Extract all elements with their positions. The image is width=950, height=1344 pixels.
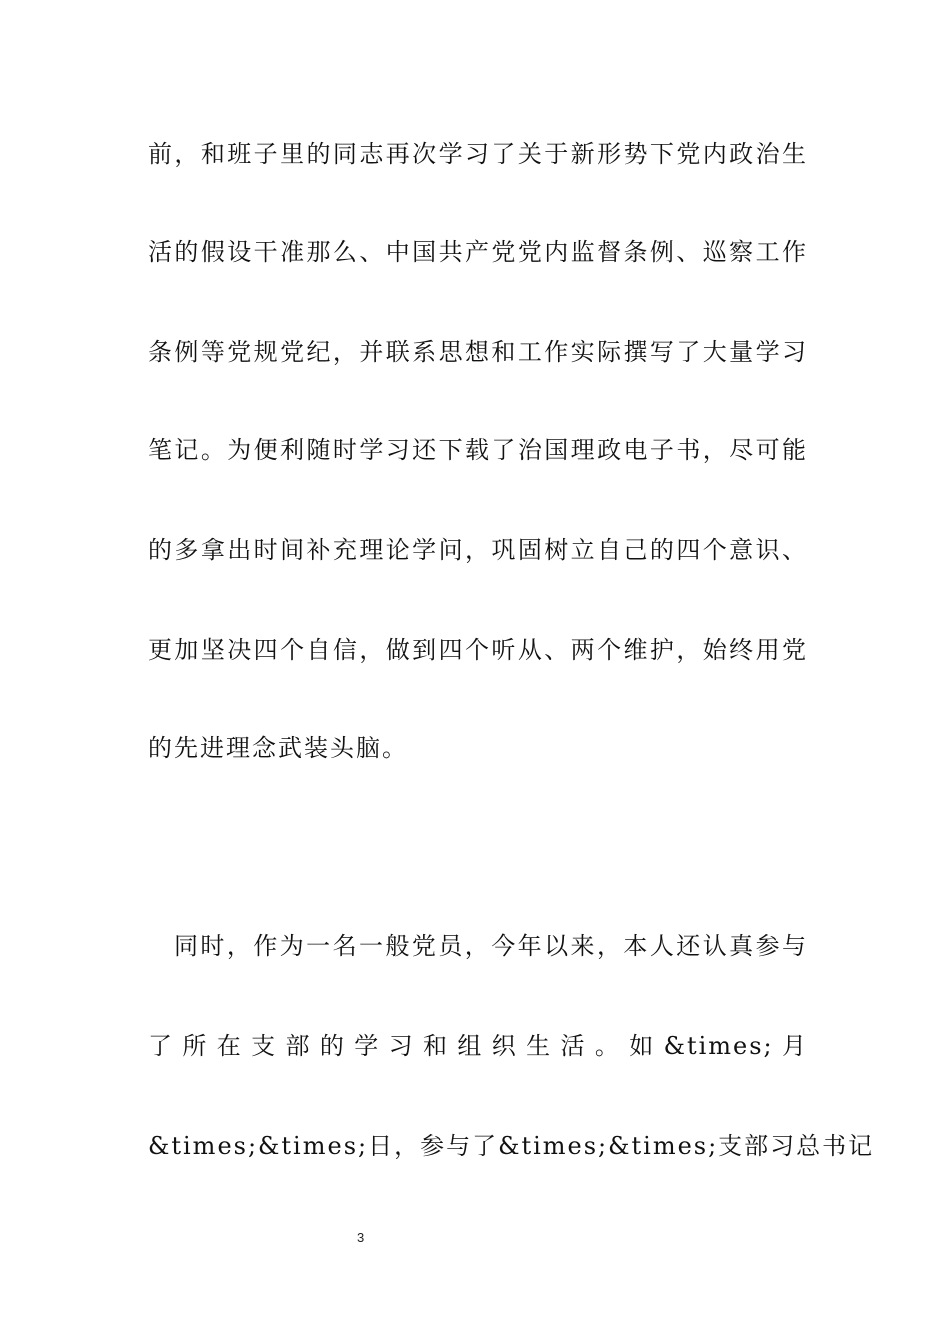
page-number: 3: [357, 1230, 365, 1245]
paragraph-1-line-4: 笔记。为便利随时学习还下载了治国理政电子书，尽可能: [148, 436, 808, 464]
paragraph-1-line-2: 活的假设干准那么、中国共产党党内监督条例、巡察工作: [148, 238, 808, 266]
paragraph-1-line-1: 前，和班子里的同志再次学习了关于新形势下党内政治生: [148, 140, 808, 168]
paragraph-2-line-1: 同时，作为一名一般党员，今年以来，本人还认真参与: [174, 932, 808, 960]
paragraph-1-line-3: 条例等党规党纪，并联系思想和工作实际撰写了大量学习: [148, 338, 808, 366]
paragraph-2-line-3: &times;&times;日，参与了&times;&times;支部习总书记: [148, 1132, 875, 1160]
paragraph-2-line-2: 了所在支部的学习和组织生活。如&times;月: [148, 1032, 808, 1060]
paragraph-1-line-5: 的多拿出时间补充理论学问，巩固树立自己的四个意识、: [148, 536, 808, 564]
paragraph-1-line-6: 更加坚决四个自信，做到四个听从、两个维护，始终用党: [148, 636, 808, 664]
paragraph-1-line-7: 的先进理念武装头脑。: [148, 734, 408, 762]
